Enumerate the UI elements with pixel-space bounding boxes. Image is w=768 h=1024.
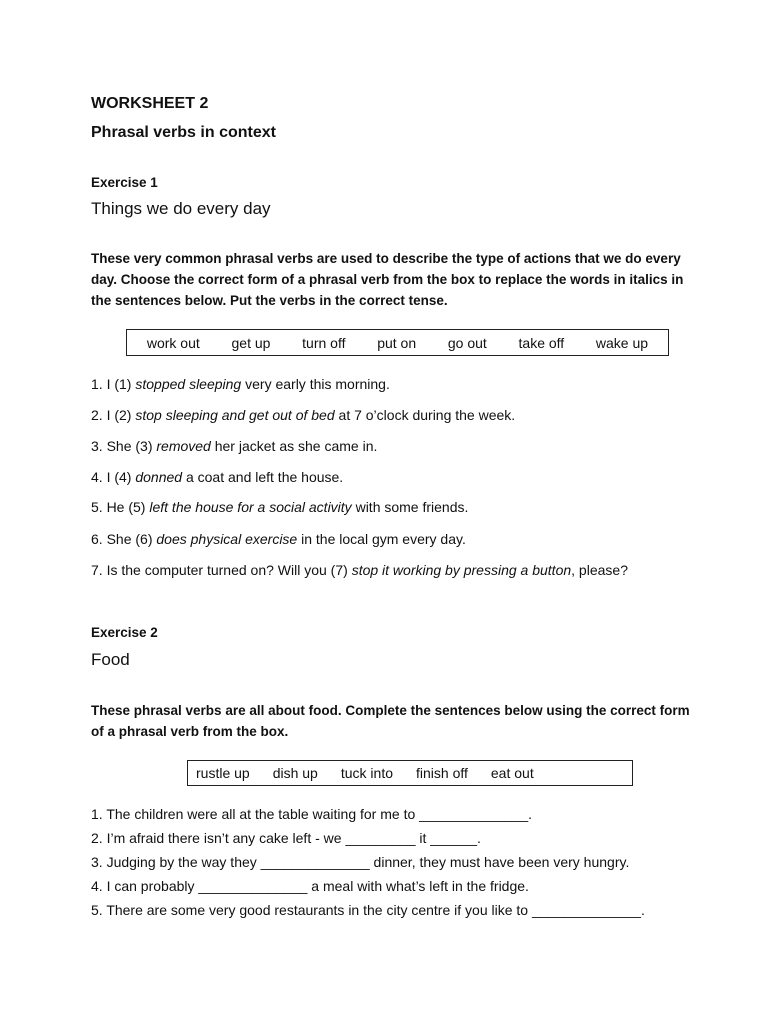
word-box-item: put on (377, 334, 417, 351)
exercise-1-sentence: 6. She (6) does physical exercise in the local gym every day. (91, 531, 466, 547)
word-box-item: get up (231, 334, 271, 351)
exercise-2-word-box (187, 760, 633, 786)
exercise-1-title: Things we do every day (91, 199, 271, 218)
exercise-1-label: Exercise 1 (91, 175, 158, 190)
exercise-1-word-box (126, 329, 669, 356)
exercise-2-title: Food (91, 650, 130, 669)
exercise-2-sentence: 4. I can probably ______________ a meal with what’s left in the fridge. (91, 878, 529, 894)
exercise-2-label: Exercise 2 (91, 625, 158, 640)
exercise-1-sentence: 5. He (5) left the house for a social activity with some friends. (91, 499, 469, 515)
exercise-1-sentence: 3. She (3) removed her jacket as she came in. (91, 438, 378, 454)
exercise-2-sentence: 3. Judging by the way they ______________ dinner, they must have been very hungry. (91, 854, 630, 870)
exercise-2-sentence: 1. The children were all at the table waiting for me to ______________. (91, 806, 533, 822)
exercise-1-sentence: 7. Is the computer turned on? Will you (7) stop it working by pressing a button, please? (91, 562, 628, 578)
word-box-item: take off (518, 334, 565, 351)
exercise-2-sentence: 5. There are some very good restaurants in the city centre if you like to ______________. (91, 902, 645, 918)
exercise-1-sentence: 1. I (1) stopped sleeping very early this morning. (91, 376, 390, 392)
exercise-1-instructions: These very common phrasal verbs are used to describe the type of actions that we do every day. Choose the correct form of a phrasal verb from the box to replace the words in italics in the sentences below. Put the verbs in the correct tense. (91, 251, 684, 308)
word-box-item: work out (146, 334, 200, 351)
word-box-item: go out (447, 334, 487, 351)
word-box-item: wake up (595, 334, 649, 351)
word-box-item: eat out (490, 765, 534, 781)
worksheet-title: WORKSHEET 2 (91, 95, 209, 112)
word-box-item: dish up (272, 765, 318, 781)
word-box-item: turn off (302, 334, 346, 351)
word-box-item: rustle up (196, 765, 250, 781)
worksheet-subtitle: Phrasal verbs in context (91, 124, 276, 141)
exercise-2-sentence: 2. I’m afraid there isn’t any cake left - we _________ it ______. (91, 830, 481, 846)
exercise-1-sentence: 4. I (4) donned a coat and left the house. (91, 469, 344, 485)
exercise-2-instructions: These phrasal verbs are all about food. Complete the sentences below using the correct form of a phrasal verb from the box. (91, 703, 690, 739)
word-box-item: tuck into (340, 765, 393, 781)
word-box-item: finish off (416, 765, 468, 781)
exercise-1-sentence: 2. I (2) stop sleeping and get out of bed at 7 o’clock during the week. (91, 407, 516, 423)
